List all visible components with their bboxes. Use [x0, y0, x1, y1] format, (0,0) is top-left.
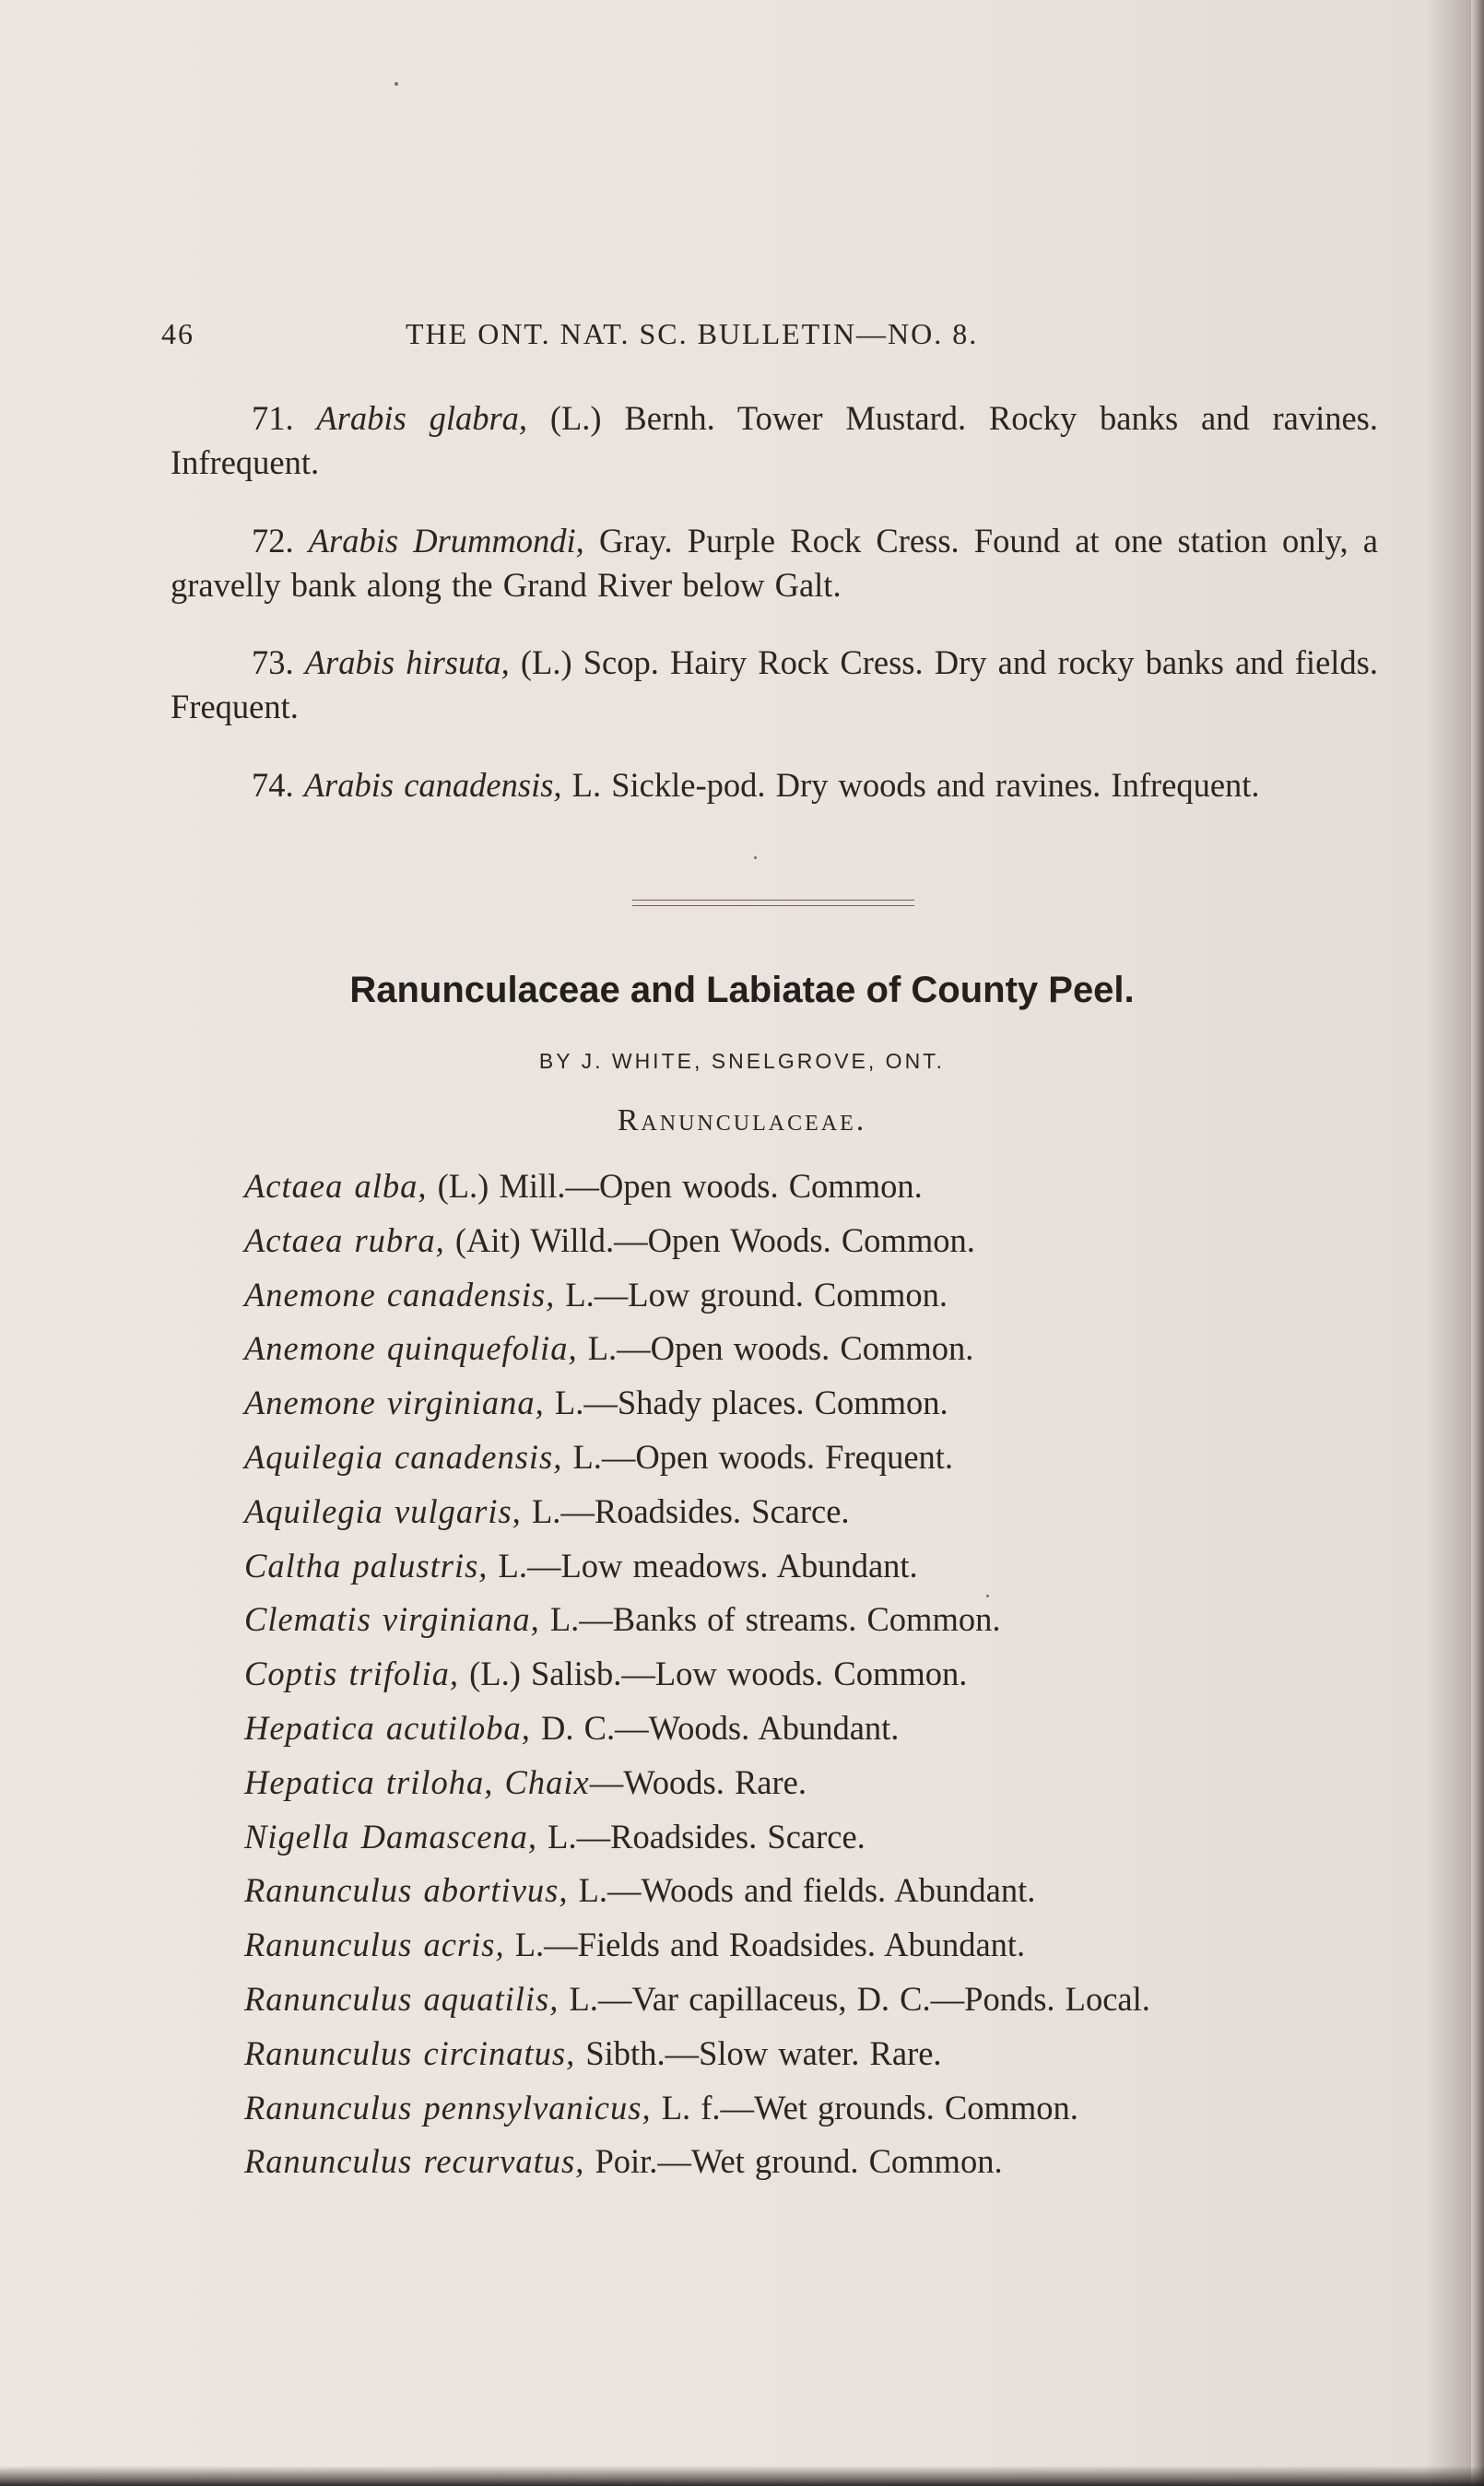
species-name: Ranunculus aquatilis,: [244, 1979, 559, 2018]
species-item: [244, 1864, 1415, 1918]
page-bottom-shadow: [0, 2466, 1484, 2486]
running-title: THE ONT. NAT. SC. BULLETIN—NO. 8.: [406, 317, 979, 350]
species-note: L.—Fields and Roadsides. Abundant.: [514, 1926, 1026, 1964]
page-number: 46: [161, 317, 194, 350]
species-note: Sibth.—Slow water. Rare.: [585, 2033, 942, 2072]
species-name: Aquilegia vulgaris,: [244, 1491, 522, 1530]
paper-speck: [754, 856, 757, 859]
entry-number: 74.: [252, 765, 294, 804]
species-item: [244, 1539, 1415, 1594]
entry-73: [171, 641, 1378, 729]
entry-74: [171, 763, 1378, 807]
page-spine-edge: [1471, 0, 1484, 2486]
species-name: Anemone virginiana,: [244, 1384, 545, 1422]
species-item: [244, 1160, 1415, 1214]
species-item: [244, 1376, 1415, 1431]
article-byline: BY J. WHITE, SNELGROVE, ONT.: [538, 1049, 946, 1073]
species-list: [244, 1160, 1415, 2189]
species-name: Caltha palustris,: [244, 1546, 489, 1585]
species-note: L.—Roadsides. Scarce.: [531, 1491, 850, 1530]
species-item: [244, 2135, 1415, 2189]
species-name: Ranunculus recurvatus,: [244, 2142, 585, 2181]
entry-71: [171, 396, 1378, 485]
species-note: (Ait) Willd.—Open Woods. Common.: [454, 1220, 975, 1259]
family-heading: Ranunculaceae.: [617, 1103, 867, 1137]
running-head: [161, 317, 1240, 354]
species-name: Nigella Damascena,: [244, 1817, 538, 1856]
article-title: Ranunculaceae and Labiatae of County Peel.: [349, 970, 1135, 1010]
species-note: L.—Open woods. Frequent.: [572, 1437, 954, 1476]
entry-species-name: Arabis Drummondi,: [308, 521, 584, 560]
species-name: Actaea alba,: [244, 1167, 428, 1205]
paper-speck: [395, 82, 398, 86]
species-name: Clematis virginiana,: [244, 1600, 540, 1639]
species-note: L.—Low ground. Common.: [565, 1275, 948, 1314]
species-item: [244, 1322, 1415, 1376]
species-note: L. f.—Wet grounds. Common.: [661, 2088, 1078, 2127]
species-item: [244, 1431, 1415, 1485]
species-note: L.—Low meadows. Abundant.: [498, 1546, 918, 1585]
entry-text: (L.) Scop. Hairy Rock Cress. Dry and rocky banks and fields. Frequent.: [171, 643, 1378, 725]
species-note: L.—Banks of streams. Common.: [549, 1600, 1001, 1639]
species-note: L.—Open woods. Common.: [587, 1329, 974, 1368]
species-note: L.—Var capillaceus, D. C.—Ponds. Local.: [569, 1979, 1150, 2018]
species-note: —Woods. Rare.: [589, 1762, 807, 1801]
entry-number: 72.: [252, 521, 294, 560]
species-item: [244, 1214, 1415, 1268]
entry-number: 73.: [252, 643, 294, 681]
entry-text: L. Sickle-pod. Dry woods and ravines. Infrequent.: [571, 765, 1260, 804]
species-name: Anemone quinquefolia,: [244, 1329, 578, 1368]
species-name: Coptis trifolia,: [244, 1655, 459, 1693]
species-item: [244, 1485, 1415, 1539]
species-note: D. C.—Woods. Abundant.: [541, 1708, 900, 1747]
species-note: (L.) Mill.—Open woods. Common.: [437, 1167, 923, 1205]
species-note: L.—Shady places. Common.: [554, 1384, 948, 1422]
species-item: [244, 1810, 1415, 1865]
entry-species-name: Arabis glabra,: [316, 399, 528, 437]
species-item: [244, 1268, 1415, 1323]
species-note: Poir.—Wet ground. Common.: [595, 2142, 1003, 2181]
entry-text: (L.) Bernh. Tower Mustard. Rocky banks and ravines. Infrequent.: [171, 399, 1378, 481]
species-item: [244, 2081, 1415, 2136]
species-name: Actaea rubra,: [244, 1220, 445, 1259]
entry-species-name: Arabis canadensis,: [303, 765, 562, 804]
species-name: Ranunculus abortivus,: [244, 1871, 569, 1910]
species-name: Anemone canadensis,: [244, 1275, 556, 1314]
section-divider-rule: [632, 900, 914, 906]
species-name: Aquilegia canadensis,: [244, 1437, 563, 1476]
entry-species-name: Arabis hirsuta,: [304, 643, 510, 681]
numbered-entries: [171, 396, 1378, 826]
species-item: [244, 1918, 1415, 1973]
species-name: Hepatica triloha, Chaix: [244, 1762, 590, 1801]
species-note: (L.) Salisb.—Low woods. Common.: [469, 1655, 968, 1693]
species-name: Ranunculus acris,: [244, 1926, 505, 1964]
species-name: Hepatica acutiloba,: [244, 1708, 531, 1747]
species-item: [244, 1647, 1415, 1702]
species-name: Ranunculus circinatus,: [244, 2033, 576, 2072]
species-name: Ranunculus pennsylvanicus,: [244, 2088, 652, 2127]
species-item: [244, 1756, 1415, 1810]
entry-text: Gray. Purple Rock Cress. Found at one station only, a gravelly bank along the Grand River below Galt.: [171, 521, 1378, 604]
species-item: [244, 1973, 1415, 2027]
species-item: [244, 2027, 1415, 2081]
species-item: [244, 1593, 1415, 1647]
species-note: L.—Woods and fields. Abundant.: [578, 1871, 1036, 1910]
species-note: L.—Roadsides. Scarce.: [548, 1817, 866, 1856]
species-item: [244, 1702, 1415, 1756]
entry-number: 71.: [252, 399, 294, 437]
entry-72: [171, 519, 1378, 607]
